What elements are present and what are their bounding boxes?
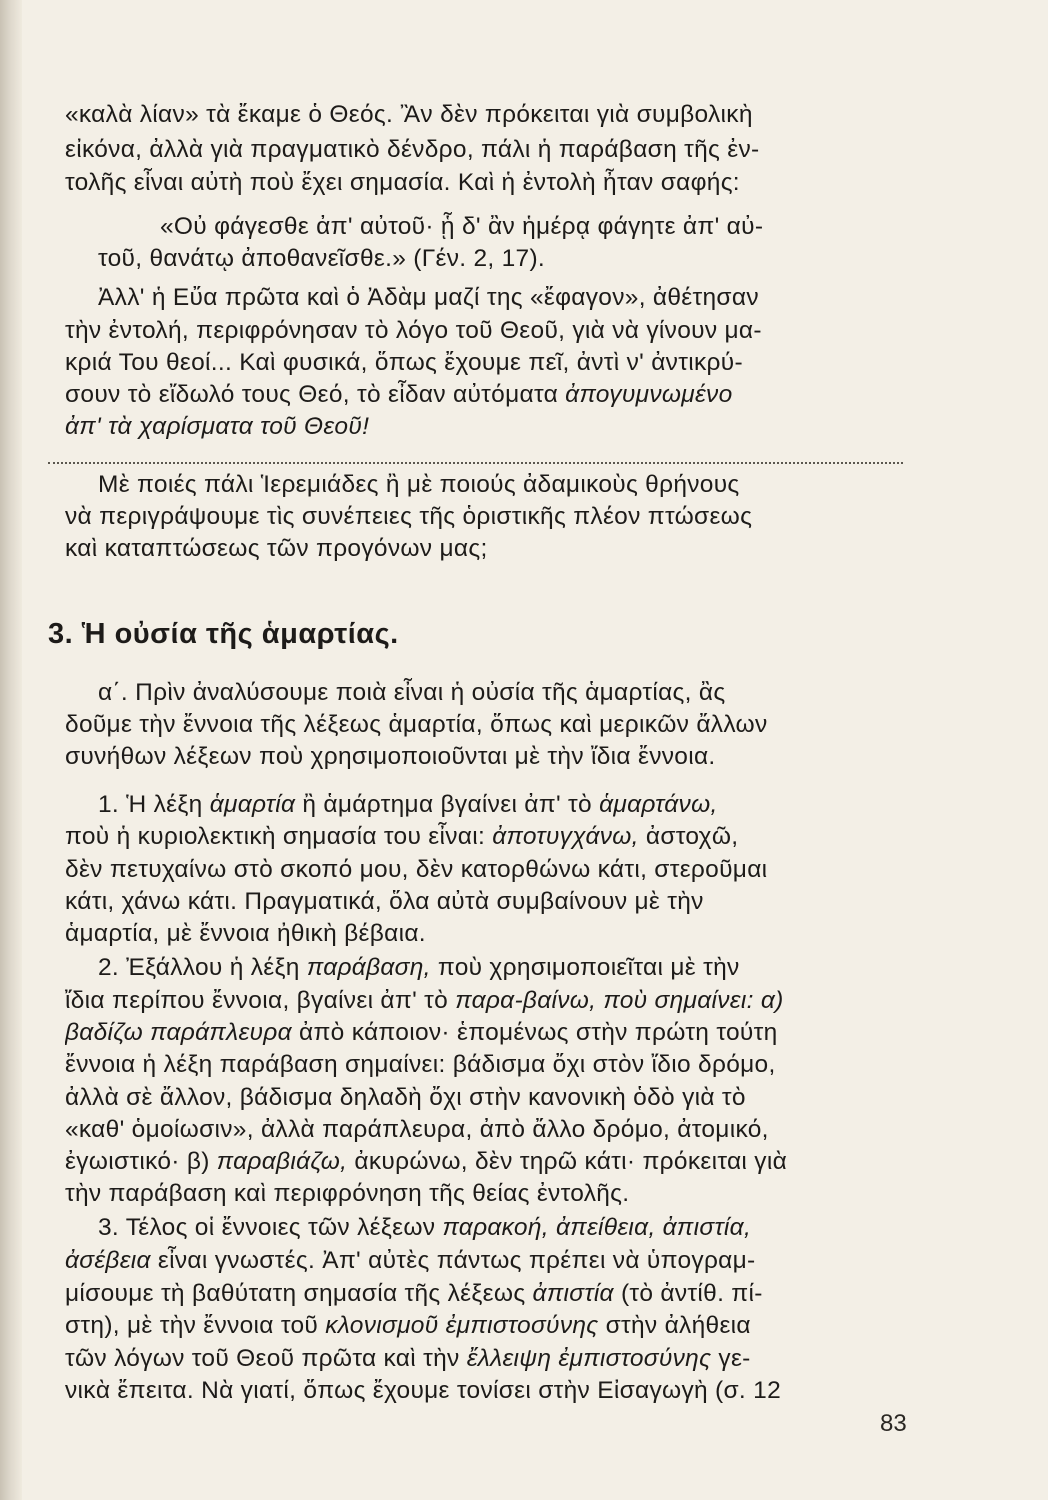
italic-text: παρακοή, ἀπείθεια, ἀπιστία,	[442, 1214, 752, 1241]
text-line	[98, 790, 948, 820]
text-span: 1. Ἡ λέξη	[98, 791, 210, 818]
text-line: νὰ περιγράψουμε τὶς συνέπειες τῆς ὁριστικῆς πλέον πτώσεως	[65, 503, 753, 530]
text-line: ἔννοια ἡ λέξη παράβαση σημαίνει: βάδισμα ὄχι στὸν ἴδιο δρόμο,	[65, 1051, 776, 1078]
dotted-separator	[48, 462, 903, 464]
italic-text: παραβιάζω,	[216, 1148, 348, 1175]
section-heading: 3. Ἡ οὐσία τῆς ἁμαρτίας.	[48, 618, 399, 650]
text-line: κάτι, χάνω κάτι. Πραγματικά, ὅλα αὐτὰ συμβαίνουν μὲ τὴν	[65, 888, 704, 915]
text-line	[65, 1311, 915, 1341]
italic-text: ἀπ' τὰ χαρίσματα τοῦ Θεοῦ!	[65, 413, 370, 440]
text-span: μίσουμε τὴ βαθύτατη σημασία τῆς λέξεως	[65, 1280, 533, 1307]
italic-text: παρα-βαίνω, ποὺ σημαίνει: α)	[455, 987, 784, 1014]
italic-text: βαδίζω παράπλευρα	[65, 1019, 292, 1046]
text-line: συνήθων λέξεων ποὺ χρησιμοποιοῦνται μὲ τὴν ἴδια ἔννοια.	[65, 743, 716, 770]
scripture-quote-line: τοῦ, θανάτῳ ἀποθανεῖσθε.» (Γέν. 2, 17).	[98, 245, 546, 272]
text-span: ἐγωιστικό· β)	[65, 1148, 217, 1175]
italic-text: κλονισμοῦ ἐμπιστοσύνης	[325, 1312, 599, 1339]
text-span: ποὺ ἡ κυριολεκτικὴ σημασία του εἶναι:	[65, 823, 493, 850]
text-line: ἀλλὰ σὲ ἄλλον, βάδισμα δηλαδὴ ὄχι στὴν κανονικὴ ὁδὸ γιὰ τὸ	[65, 1084, 746, 1111]
text-line	[65, 986, 915, 1016]
text-span: ἴδια περίπου ἔννοια, βγαίνει ἀπ' τὸ	[65, 987, 456, 1014]
text-line: εἰκόνα, ἀλλὰ γιὰ πραγματικὸ δένδρο, πάλι ἡ παράβαση τῆς ἐν-	[65, 136, 760, 163]
text-line: «καθ' ὁμοίωσιν», ἀλλὰ παράπλευρα, ἀπὸ ἄλλο δρόμο, ἀτομικό,	[65, 1116, 769, 1143]
text-span: (τὸ ἀντίθ. πί-	[613, 1280, 763, 1307]
page-number: 83	[880, 1410, 907, 1437]
italic-text: ἔλλειψη ἐμπιστοσύνης	[466, 1345, 712, 1372]
italic-text: ἁμαρτία	[209, 791, 296, 818]
text-line: δὲν πετυχαίνω στὸ σκοπό μου, δὲν κατορθώνω κάτι, στεροῦμαι	[65, 856, 768, 883]
text-span: εἶναι γνωστές. Ἀπ' αὐτὲς πάντως πρέπει νὰ ὑπογραμ-	[150, 1247, 756, 1274]
text-line	[65, 1018, 915, 1048]
text-span: ἀκυρώνω, δὲν τηρῶ κάτι· πρόκειται γιὰ	[347, 1148, 788, 1175]
scripture-quote-line: «Οὐ φάγεσθε ἀπ' αὐτοῦ· ᾗ δ' ἂν ἡμέρᾳ φάγητε ἀπ' αὐ-	[160, 213, 764, 240]
text-line	[65, 1344, 915, 1374]
italic-text: ἀποτυγχάνω,	[492, 823, 639, 850]
text-line: ἁμαρτία, μὲ ἔννοια ἠθικὴ βέβαια.	[65, 920, 426, 947]
text-span: γε-	[711, 1345, 751, 1372]
text-line: Μὲ ποιές πάλι Ἱερεμιάδες ἢ μὲ ποιούς ἀδαμικοὺς θρήνους	[98, 471, 740, 498]
text-span: ποὺ χρησιμοποιεῖται μὲ τὴν	[430, 954, 740, 981]
italic-text: ἀπογυμνωμένο	[565, 381, 733, 408]
italic-text: ἁμαρτάνω,	[599, 791, 718, 818]
text-line: «καλὰ λίαν» τὰ ἔκαμε ὁ Θεός. Ἂν δὲν πρόκειται γιὰ συμβολικὴ	[65, 101, 753, 128]
italic-text: παράβαση,	[306, 954, 431, 981]
text-line: Ἀλλ' ἡ Εὔα πρῶτα καὶ ὁ Ἀδὰμ μαζί της «ἔφαγον», ἀθέτησαν	[98, 284, 759, 311]
text-span: ἀπὸ κάποιον· ἑπομένως στὴν πρώτη τούτη	[291, 1019, 778, 1046]
text-span: 2. Ἐξάλλου ἡ λέξη	[98, 954, 307, 981]
text-line	[65, 380, 915, 410]
text-line: δοῦμε τὴν ἔννοια τῆς λέξεως ἁμαρτία, ὅπως καὶ μερικῶν ἄλλων	[65, 711, 768, 738]
text-span: 3. Τέλος οἱ ἔννοιες τῶν λέξεων	[98, 1214, 443, 1241]
text-line: κριά Του θεοί... Καὶ φυσικά, ὅπως ἔχουμε πεῖ, ἀντὶ ν' ἀντικρύ-	[65, 349, 743, 376]
text-span: τῶν λόγων τοῦ Θεοῦ πρῶτα καὶ τὴν	[65, 1345, 467, 1372]
text-line	[65, 1279, 915, 1309]
text-line: α΄. Πρὶν ἀναλύσουμε ποιὰ εἶναι ἡ οὐσία τῆς ἁμαρτίας, ἂς	[98, 679, 726, 706]
text-line: τολῆς εἶναι αὐτὴ ποὺ ἔχει σημασία. Καὶ ἡ ἐντολὴ ἦταν σαφής:	[65, 169, 740, 196]
text-line: νικὰ ἔπειτα. Νὰ γιατί, ὅπως ἔχουμε τονίσει στὴν Εἰσαγωγὴ (σ. 12	[65, 1377, 781, 1404]
text-line	[65, 1246, 915, 1276]
italic-text: ἀσέβεια	[65, 1247, 151, 1274]
text-line: καὶ καταπτώσεως τῶν προγόνων μας;	[65, 535, 488, 562]
text-line	[98, 1213, 948, 1243]
italic-text: ἀπιστία	[532, 1280, 614, 1307]
text-span: στη), μὲ τὴν ἔννοια τοῦ	[65, 1312, 326, 1339]
text-line	[65, 822, 915, 852]
text-line	[65, 412, 915, 442]
text-span: ἀστοχῶ,	[638, 823, 739, 850]
text-span: στὴν ἀλήθεια	[598, 1312, 751, 1339]
text-line	[65, 1147, 915, 1177]
text-span: ἢ ἁμάρτημα βγαίνει ἀπ' τὸ	[295, 791, 600, 818]
text-span: σουν τὸ εἴδωλό τους Θεό, τὸ εἶδαν αὐτόματα	[65, 381, 566, 408]
text-line	[98, 953, 948, 983]
text-line: τὴν ἐντολή, περιφρόνησαν τὸ λόγο τοῦ Θεοῦ, γιὰ νὰ γίνουν μα-	[65, 317, 762, 344]
text-line: τὴν παράβαση καὶ περιφρόνηση τῆς θείας ἐντολῆς.	[65, 1180, 630, 1207]
